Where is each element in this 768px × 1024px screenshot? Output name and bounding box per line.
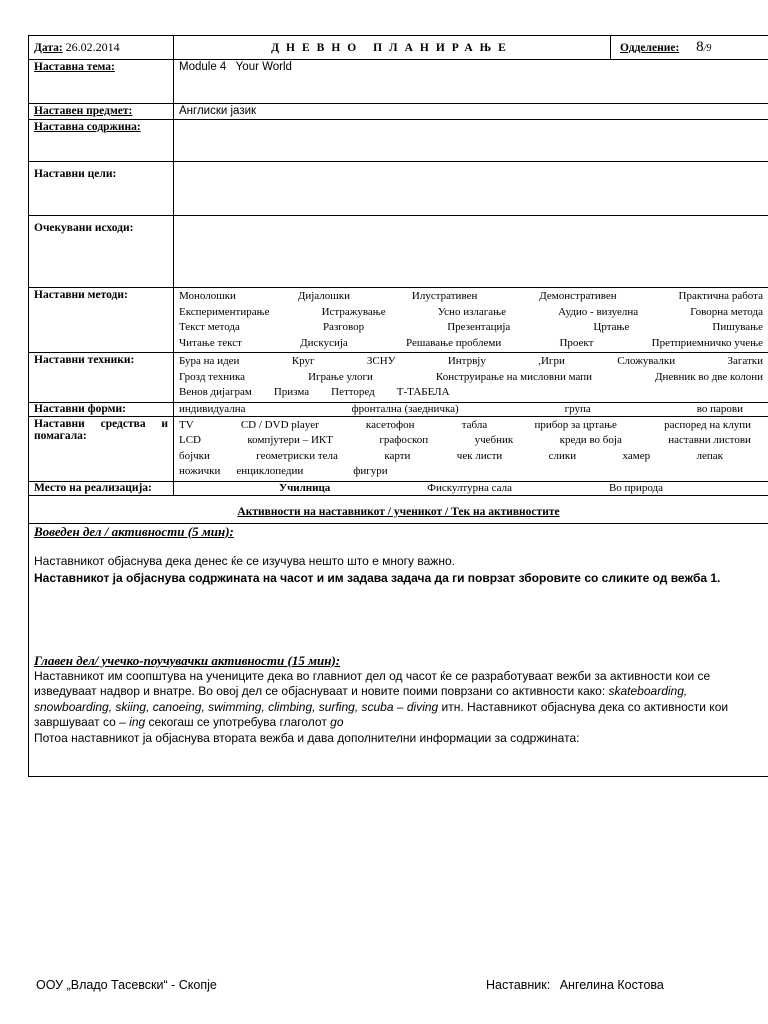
technique-item: Дневник во две колони: [655, 370, 763, 383]
technique-item: Интрвју: [447, 355, 486, 367]
place-item: Во природа: [608, 481, 663, 494]
methods-row-3: [179, 336, 763, 352]
main-heading: Главен дел/ учечко-поучувачки активности (15 мин):: [34, 652, 341, 668]
tools-grid: [174, 416, 768, 481]
method-item: Дијалошки: [297, 290, 350, 302]
form-item: во парови: [696, 402, 743, 415]
methods-row-2: [179, 320, 763, 336]
class-suffix: /9: [703, 43, 712, 54]
technique-item: Круг: [291, 355, 315, 367]
main-paragraph-2: Потоа наставникот ја објаснува втората вежба и дава дополнителни информации за содржината:: [34, 730, 580, 745]
intro-line-1: Наставникот објаснува дека денес ќе се изучува нешто што е многу важно.: [34, 553, 455, 568]
activities-body: [29, 523, 768, 776]
technique-item: Сложувалки: [617, 355, 676, 367]
subject-value: Англиски јазик: [174, 104, 768, 120]
form-item: група: [564, 402, 591, 415]
main-paragraph-1: [34, 669, 763, 731]
method-item: Решавање проблеми: [406, 336, 502, 349]
goals-label: Наставни цели:: [34, 168, 117, 180]
methods-grid: [174, 288, 768, 353]
method-item: Демонстративен: [539, 290, 617, 302]
techniques-row-2: [179, 385, 763, 401]
tool-item: слики: [548, 449, 577, 462]
subject-row: [29, 104, 768, 120]
methods-row-0: [179, 289, 763, 305]
technique-item: Т-ТАБЕЛА: [396, 386, 450, 398]
tool-item: компјутери – ИКТ: [247, 434, 333, 446]
techniques-row-1: [179, 370, 763, 386]
place-label: Место на реализација:: [34, 481, 152, 494]
tool-item: карти: [384, 449, 411, 462]
ing-suffix: ing: [129, 715, 146, 729]
forms-label: Наставни форми:: [34, 402, 126, 415]
verb-go: go: [330, 715, 344, 729]
tool-item: CD / DVD player: [240, 418, 319, 431]
topic-row: [29, 60, 768, 104]
tools-row-0: [179, 418, 763, 434]
tool-item: чек листи: [456, 449, 503, 462]
method-item: Претприемничко учење: [651, 336, 763, 349]
forms-row: [29, 402, 768, 416]
technique-item: Конструирање на мисловни мапи: [435, 370, 592, 383]
method-item: Монолошки: [179, 290, 236, 302]
tool-item: геометриски тела: [256, 449, 338, 462]
header-row: [29, 36, 768, 60]
topic-value: Module 4 Your World: [174, 60, 768, 104]
technique-item: Венов дијаграм: [179, 386, 252, 398]
technique-item: ЗСНУ: [366, 355, 396, 367]
tool-item: ножички: [179, 465, 221, 477]
method-item: Говорна метода: [690, 305, 763, 318]
technique-item: Играње улоги: [308, 370, 373, 383]
tool-item: табла: [461, 418, 488, 431]
place-grid: [174, 481, 768, 495]
place-item: Фискултурна сала: [427, 481, 512, 494]
method-item: Експериментирање: [179, 305, 270, 318]
method-item: Текст метода: [179, 321, 240, 333]
tool-item: графоскоп: [379, 434, 429, 446]
techniques-row: [29, 353, 768, 403]
method-item: Читање текст: [179, 336, 242, 349]
tool-item: бојчки: [179, 449, 210, 462]
method-item: Проект: [559, 336, 594, 349]
activities-title-row: [29, 495, 768, 523]
class-value: 8: [696, 39, 704, 55]
tool-item: TV: [179, 418, 194, 431]
technique-item: Призма: [273, 386, 310, 398]
place-item: Училница: [279, 481, 331, 494]
technique-item: Загатки: [727, 355, 763, 367]
content-row: [29, 120, 768, 162]
method-item: Илустративен: [411, 290, 478, 302]
technique-item: Петторед: [331, 386, 375, 398]
goals-row: [29, 162, 768, 216]
techniques-label: Наставни техники:: [34, 354, 135, 366]
method-item: Практична работа: [678, 290, 763, 302]
tool-item: лепак: [696, 449, 723, 462]
topic-label: Наставна тема:: [34, 61, 115, 73]
method-item: Аудио - визуелна: [558, 305, 639, 318]
content-label: Наставна содржина:: [34, 121, 141, 133]
class-cell: [611, 36, 768, 60]
tool-item: распоред на клупи: [664, 418, 751, 431]
method-item: Презентација: [447, 321, 511, 333]
footer-school: ООУ „Владо Тасевски“ - Скопје: [36, 978, 217, 992]
intro-line-2: Наставникот ја објаснува содржината на часот и им задава задача да ги поврзат зборовите со сликите од вежба 1.: [34, 570, 721, 585]
method-item: Цртање: [593, 321, 630, 333]
tool-item: прибор за цртање: [534, 418, 617, 431]
main-p1-text: Наставникот им соопштува на учениците дека во главниот дел од часот ќе се разработуваат вежби за активности кои се изведуваат надвор и внатре. Во овој дел се објаснуваат и новите поими поврзани со активности како:: [34, 668, 711, 698]
goals-value: [174, 162, 768, 216]
date-label: Дата:: [34, 42, 63, 54]
tools-row-1: [179, 433, 763, 449]
outcomes-label: Очекувани исходи:: [34, 222, 134, 234]
place-row: [29, 481, 768, 495]
techniques-row-0: [179, 354, 763, 370]
date-cell: [29, 36, 174, 60]
activities-body-row: [29, 523, 768, 776]
content-value: [174, 120, 768, 162]
tool-item: учебник: [474, 434, 514, 446]
tool-item: наставни листови: [668, 434, 751, 446]
method-item: Усно излагање: [437, 305, 507, 318]
forms-grid: [174, 402, 768, 416]
page-title: ДНЕВНО ПЛАНИРАЊЕ: [174, 36, 611, 60]
tools-row-2: [179, 449, 763, 465]
tool-item: креди во боја: [559, 434, 622, 446]
planning-form: [28, 35, 768, 777]
main-p1-tail: итн. Наставникот објаснува дека со активности кои завршуваат со –: [34, 699, 729, 729]
methods-row-1: [179, 305, 763, 321]
outcomes-value: [174, 216, 768, 288]
date-value: 26.02.2014: [65, 40, 120, 54]
outcomes-row: [29, 216, 768, 288]
method-item: Пишување: [712, 321, 763, 333]
tools-row-3: [179, 464, 763, 480]
tools-label: Наставни средства и помагала:: [34, 417, 168, 442]
technique-item: Грозд техника: [179, 370, 246, 383]
tool-item: LCD: [179, 434, 201, 446]
tool-item: хамер: [622, 449, 651, 462]
tool-item: енциклопедии: [236, 465, 304, 477]
technique-item: ,Игри: [538, 355, 565, 367]
method-item: Дискусија: [300, 336, 348, 349]
method-item: Разговор: [322, 321, 365, 333]
techniques-grid: [174, 353, 768, 403]
technique-item: Бура на идеи: [179, 355, 240, 367]
teacher-label: Наставник:: [486, 978, 551, 992]
methods-row: [29, 288, 768, 353]
class-label: Одделение:: [620, 42, 680, 54]
tool-item: фигури: [353, 465, 388, 477]
activities-list: skateboarding, snowboarding, skiing, canoeing, swimming, climbing, surfing, scuba – diving: [34, 684, 688, 714]
tools-row: [29, 416, 768, 481]
activities-title: Активности на наставникот / ученикот / Тек на активностите: [29, 495, 768, 523]
main-p1-tail-2: секогаш се употребува глаголот: [145, 715, 331, 729]
method-item: Истражување: [321, 305, 386, 318]
methods-label: Наставни методи:: [34, 289, 128, 301]
subject-label: Наставен предмет:: [34, 105, 133, 117]
teacher-name: Ангелина Костова: [559, 978, 664, 992]
footer-teacher: [486, 978, 664, 992]
intro-heading: Воведен дел / активности (5 мин):: [34, 523, 234, 539]
form-item: индивидуална: [179, 402, 246, 415]
form-item: фронтална (заедничка): [351, 402, 459, 415]
tool-item: касетофон: [365, 418, 415, 431]
